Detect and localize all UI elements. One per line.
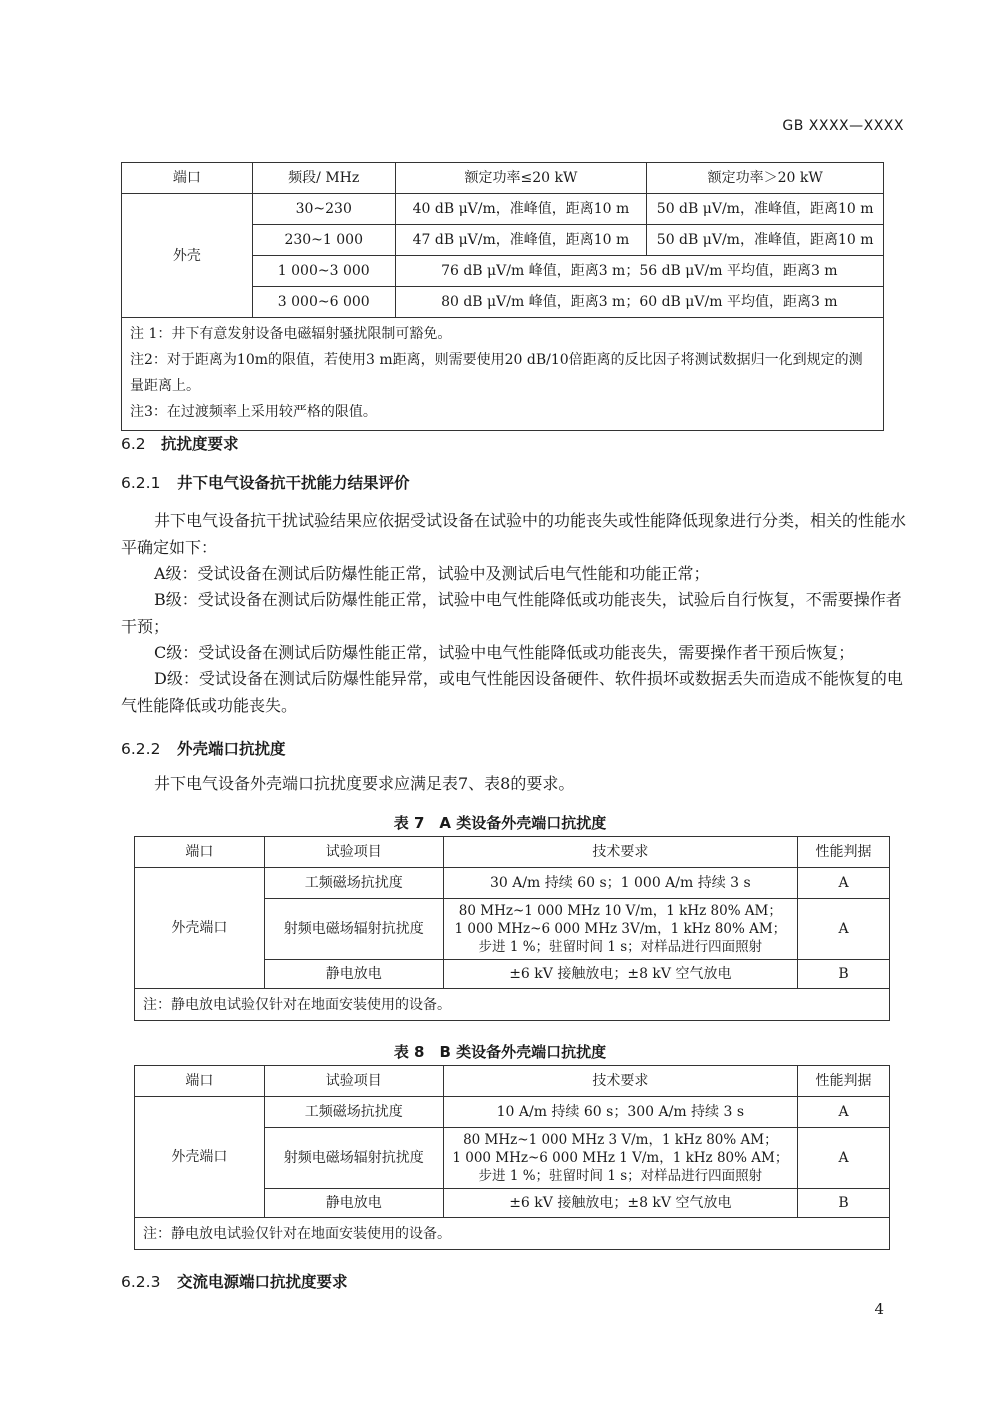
requirement-line: 步进 1 %；驻留时间 1 s；对样品进行四面照射	[478, 939, 763, 955]
table-note: 注：静电放电试验仅针对在地面安装使用的设备。	[135, 1218, 890, 1250]
test-item-cell: 静电放电	[264, 960, 443, 989]
header-cell: 试验项目	[264, 1066, 443, 1097]
port-cell: 外壳端口	[135, 868, 265, 989]
limit-cell: 47 dB μV/m，准峰值，距离10 m	[395, 225, 647, 256]
test-item-cell: 工频磁场抗扰度	[264, 868, 443, 899]
section-heading-6-2	[121, 432, 239, 454]
header-cell: 端口	[135, 1066, 265, 1097]
header-cell: 技术要求	[443, 837, 798, 868]
header-cell: 性能判据	[798, 1066, 890, 1097]
table-row	[135, 1097, 890, 1128]
test-item-cell: 射频电磁场辐射抗扰度	[264, 1128, 443, 1189]
table-header-row	[122, 163, 884, 194]
band-cell: 1 000~3 000	[252, 256, 395, 287]
section-title: 抗扰度要求	[161, 435, 239, 453]
notes-row	[135, 1218, 890, 1250]
header-cell: 端口	[135, 837, 265, 868]
band-cell: 3 000~6 000	[252, 287, 395, 318]
criterion-cell: A	[798, 899, 890, 960]
paragraph: 井下电气设备抗干扰试验结果应依据受试设备在试验中的功能丧失或性能降低现象进行分类，相关的性能水平确定如下：	[121, 511, 907, 557]
requirement-line: 1 000 MHz~6 000 MHz 1 V/m，1 kHz 80% AM；	[452, 1150, 789, 1166]
section-heading-6-2-2	[121, 737, 286, 759]
table-note: 注 1：井下有意发射设备电磁辐射骚扰限制可豁免。	[130, 326, 452, 342]
table-row	[135, 868, 890, 899]
requirement-cell: 10 A/m 持续 60 s；300 A/m 持续 3 s	[443, 1097, 798, 1128]
header-cell: 试验项目	[264, 837, 443, 868]
limit-cell: 80 dB μV/m 峰值，距离3 m；60 dB μV/m 平均值，距离3 m	[395, 287, 883, 318]
criterion-cell: B	[798, 1189, 890, 1218]
limit-cell: 50 dB μV/m，准峰值，距离10 m	[647, 225, 884, 256]
test-item-cell: 静电放电	[264, 1189, 443, 1218]
limit-cell: 50 dB μV/m，准峰值，距离10 m	[647, 194, 884, 225]
section-number: 6.2.3	[121, 1273, 161, 1291]
limit-cell: 40 dB μV/m，准峰值，距离10 m	[395, 194, 647, 225]
requirement-line: 80 MHz~1 000 MHz 3 V/m，1 kHz 80% AM；	[463, 1132, 778, 1148]
header-cell: 频段/ MHz	[252, 163, 395, 194]
section-number: 6.2.2	[121, 740, 161, 758]
page-number: 4	[874, 1300, 884, 1318]
header-cell: 额定功率＞20 kW	[647, 163, 884, 194]
table-caption: 表 7 A 类设备外壳端口抗扰度	[393, 814, 607, 832]
emission-limit-table	[121, 162, 884, 431]
table-note: 注3：在过渡频率上采用较严格的限值。	[130, 404, 377, 420]
criterion-cell: B	[798, 960, 890, 989]
requirement-line: 步进 1 %；驻留时间 1 s；对样品进行四面照射	[478, 1168, 763, 1184]
table-header-row	[135, 837, 890, 868]
requirement-cell: ±6 kV 接触放电；±8 kV 空气放电	[443, 1189, 798, 1218]
header-cell: 技术要求	[443, 1066, 798, 1097]
table-8	[134, 1065, 890, 1250]
requirement-line: 80 MHz~1 000 MHz 10 V/m，1 kHz 80% AM；	[458, 903, 782, 919]
requirement-cell: ±6 kV 接触放电；±8 kV 空气放电	[443, 960, 798, 989]
band-cell: 30~230	[252, 194, 395, 225]
requirement-line: 1 000 MHz~6 000 MHz 3V/m，1 kHz 80% AM；	[454, 921, 787, 937]
section-heading-6-2-3	[121, 1270, 348, 1292]
document-code: GB XXXX—XXXX	[782, 118, 904, 134]
paragraph: 井下电气设备外壳端口抗扰度要求应满足表7、表8的要求。	[154, 774, 575, 793]
header-cell: 额定功率≤20 kW	[395, 163, 647, 194]
grade-a-paragraph: A级：受试设备在测试后防爆性能正常，试验中及测试后电气性能和功能正常；	[154, 564, 710, 583]
notes-row	[122, 318, 884, 431]
table-note: 注：静电放电试验仅针对在地面安装使用的设备。	[135, 989, 890, 1021]
limit-cell: 76 dB μV/m 峰值，距离3 m；56 dB μV/m 平均值，距离3 m	[395, 256, 883, 287]
section-title: 交流电源端口抗扰度要求	[177, 1273, 348, 1291]
table-note: 注2：对于距离为10m的限值，若使用3 m距离，则需要使用20 dB/10倍距离的反比因子将测试数据归一化到规定的测量距离上。	[130, 352, 863, 394]
table-row	[122, 194, 884, 225]
header-cell: 性能判据	[798, 837, 890, 868]
requirement-cell	[443, 899, 798, 960]
requirement-cell	[443, 1128, 798, 1189]
header-cell: 端口	[122, 163, 253, 194]
grade-b-paragraph: B级：受试设备在测试后防爆性能正常，试验中电气性能降低或功能丧失，试验后自行恢复，不需要操作者干预；	[121, 590, 902, 636]
test-item-cell: 射频电磁场辐射抗扰度	[264, 899, 443, 960]
criterion-cell: A	[798, 1097, 890, 1128]
section-number: 6.2.1	[121, 474, 161, 492]
criterion-cell: A	[798, 1128, 890, 1189]
table-7	[134, 836, 890, 1021]
section-title: 外壳端口抗扰度	[177, 740, 286, 758]
section-number: 6.2	[121, 435, 146, 453]
band-cell: 230~1 000	[252, 225, 395, 256]
section-heading-6-2-1	[121, 471, 410, 493]
test-item-cell: 工频磁场抗扰度	[264, 1097, 443, 1128]
port-cell: 外壳	[122, 194, 253, 318]
section-title: 井下电气设备抗干扰能力结果评价	[177, 474, 410, 492]
table-caption: 表 8 B 类设备外壳端口抗扰度	[393, 1043, 607, 1061]
grade-c-paragraph: C级：受试设备在测试后防爆性能正常，试验中电气性能降低或功能丧失，需要操作者干预后恢复；	[154, 643, 855, 662]
grade-d-paragraph: D级：受试设备在测试后防爆性能异常，或电气性能因设备硬件、软件损坏或数据丢失而造成不能恢复的电气性能降低或功能丧失。	[121, 669, 903, 715]
table-header-row	[135, 1066, 890, 1097]
requirement-cell: 30 A/m 持续 60 s；1 000 A/m 持续 3 s	[443, 868, 798, 899]
port-cell: 外壳端口	[135, 1097, 265, 1218]
criterion-cell: A	[798, 868, 890, 899]
notes-row	[135, 989, 890, 1021]
